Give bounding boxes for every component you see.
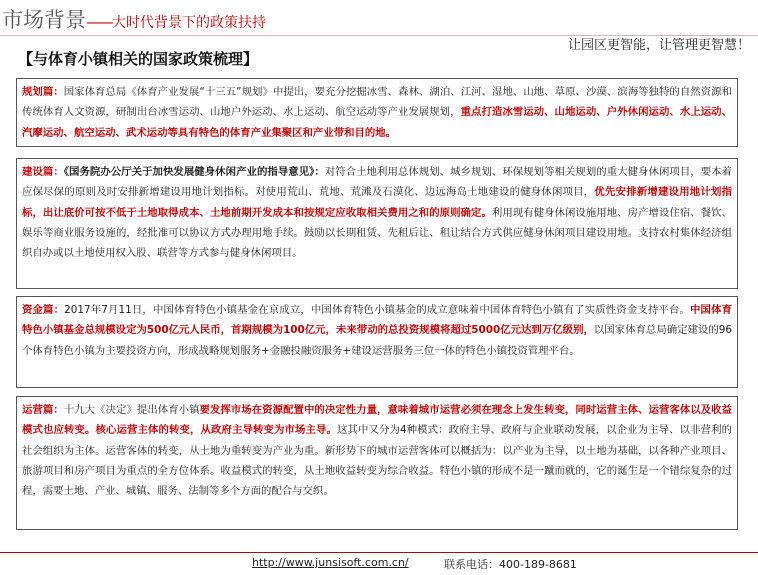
- operation-tag: 运营篇：: [22, 404, 64, 416]
- funding-tag: 资金篇：: [22, 304, 65, 316]
- header-title: [2, 4, 266, 34]
- funding-text-1: 2017年7月11日，中国体育特色小镇基金在京成立，中国体育特色小镇基金的成立意味着中国体育特色小镇有了实质性资金支持平台。: [64, 304, 691, 316]
- construction-text-2: 利用现有健身休闲设施用地、房产增设住宿、餐饮、娱乐等商业服务设施的，经批准可以协议方式办理用地手续。鼓励以长期租赁、先租后让、租让结合方式供应健身休闲项目建设用地。支持农村集体经济组织自办或以土地使用权入股、联营等方式参与健身休闲项目。: [22, 206, 733, 260]
- header-subtitle: 大时代背景下的政策扶持: [112, 15, 266, 31]
- funding-text-2: 以国家体育总局确定建设的96个体育特色小镇为主要投资方向，形成战略规划服务+金融投融资服务+建设运营服务三位一体的特色小镇投资管理平台。: [22, 324, 732, 357]
- operation-text-1: 十九大《决定》提出体育小镇: [63, 404, 200, 416]
- construction-text-1: 对符合土地利用总体规划、城乡规划、环保规划等相关规划的重大健身休闲项目，要本着应保尽保的原则及时安排新增建设用地计划指标。对使用荒山、荒地、荒滩及石漠化、边远海岛土地建设的健身休闲项目，: [22, 166, 732, 199]
- operation-highlight: 要发挥市场在资源配置中的决定性力量，意味着城市运营必须在理念上发生转变，同时运营主体、运营客体以及收益模式也应转变。核心运营主体的转变，从政府主导转变为市场主导。: [22, 404, 733, 437]
- construction-tag: 建设篇：: [22, 166, 64, 178]
- section-title: 【与体育小镇相关的国家政策梳理】: [18, 50, 259, 68]
- footer-divider: [0, 552, 758, 553]
- construction-highlight: 优先安排新增建设用地计划指标，出让底价可按不低于土地取得成本、土地前期开发成本和按规定应收取相关费用之和的原则确定。: [22, 186, 732, 219]
- funding-highlight: 中国体育特色小镇基金总规模设定为500亿元人民币，首期规模为100亿元，未来带动的总投资规模将超过5000亿元达到万亿级别，: [22, 304, 732, 337]
- header-main-text: 市场背景: [2, 8, 86, 32]
- planning-highlight: 重点打造冰雪运动、山地运动、户外休闲运动、水上运动、汽摩运动、航空运动、武术运动等具有特色的体育产业集聚区和产业带和目的地。: [22, 106, 732, 139]
- operation-text-2: 这其中又分为4种模式：政府主导、政府与企业联动发展，以企业为主导、以非营利的社会组织为主体。运营客体的转变，从土地为重转变为产业为重。新形势下的城市运营客体可以概括为：以产业为主导，以土地为基础，以各种产业项目、旅游项目和房产项目为重点的全方位体系。收益模式的转变，从土地收益转变为综合收益。特色小镇的形成不是一蹴而就的，它的诞生是一个错综复杂的过程，需要土地、产业、城镇、服务、法制等多个方面的配合与交织。: [22, 424, 732, 498]
- footer-phone: 联系电话：400-189-8681: [444, 558, 577, 571]
- operation-policy-box: [16, 396, 738, 530]
- planning-text: 国家体育总局《体育产业发展“十三五”规划》中提出，要充分挖掘冰雪、森林、湖泊、江河、湿地、山地、草原、沙漠、滨海等独特的自然资源和传统体育人文资源，研制出台冰雪运动、山地户外运动、水上运动、航空运动等产业发展规划，: [22, 86, 733, 119]
- construction-policy-box: [16, 158, 738, 289]
- planning-policy-box: [16, 78, 738, 147]
- funding-policy-box: [16, 296, 738, 388]
- footer-website-link[interactable]: http://www.junsisoft.com.cn/: [252, 556, 409, 569]
- header-dash: ——: [86, 13, 112, 31]
- construction-document-title: 《国务院办公厅关于加快发展健身休闲产业的指导意见》：: [63, 166, 325, 178]
- slogan: 让园区更智能，让管理更智慧！: [567, 38, 750, 53]
- planning-tag: 规划篇：: [22, 86, 64, 98]
